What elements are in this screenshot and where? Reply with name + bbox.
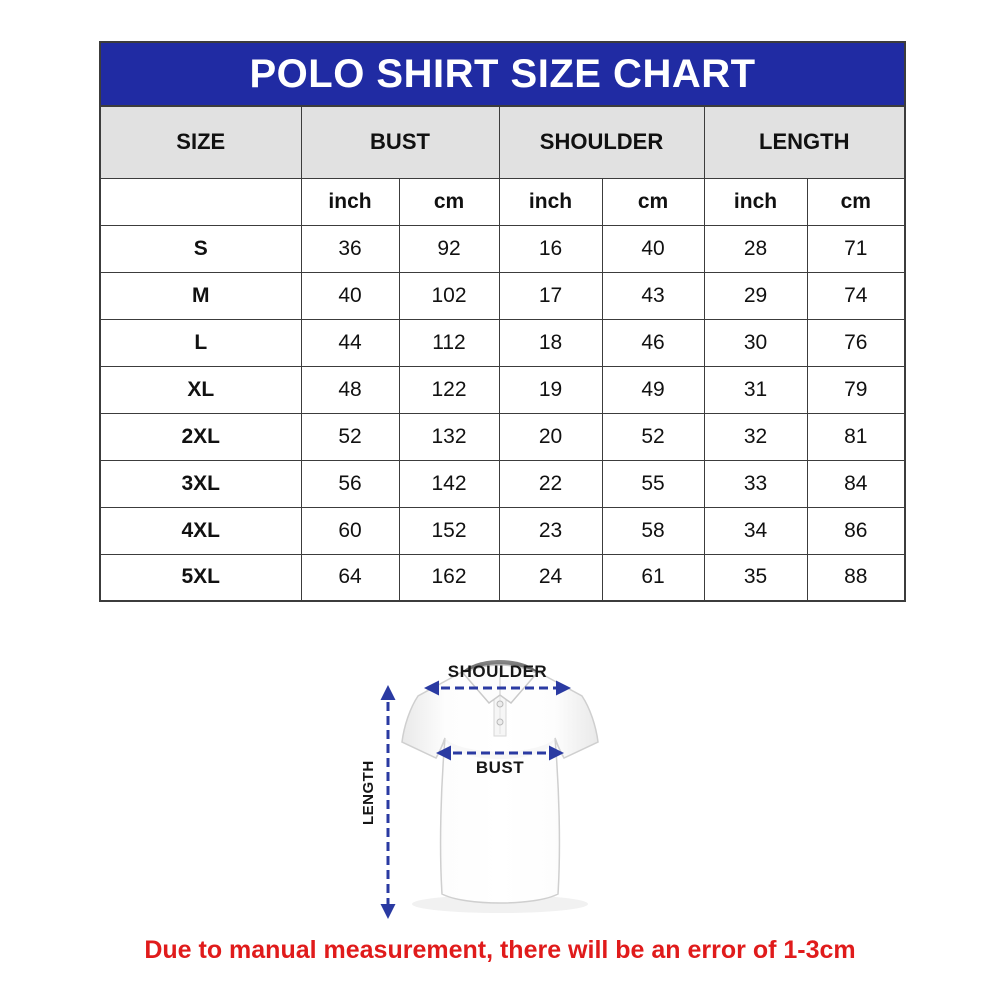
measurement-error-note: Due to manual measurement, there will be an error of 1-3cm [144, 936, 856, 964]
row-value-cell: 84 [807, 460, 905, 507]
row-value-cell: 61 [602, 554, 704, 601]
unit-header-shoulder-cm: cm [602, 178, 704, 225]
row-value-cell: 24 [499, 554, 602, 601]
row-value-cell: 44 [301, 319, 399, 366]
row-size-label: 5XL [100, 554, 301, 601]
row-value-cell: 112 [399, 319, 499, 366]
unit-header-bust-cm: cm [399, 178, 499, 225]
row-value-cell: 132 [399, 413, 499, 460]
row-value-cell: 102 [399, 272, 499, 319]
table-row [100, 554, 905, 601]
column-header-size: SIZE [100, 106, 301, 178]
table-row [100, 272, 905, 319]
column-header-length: LENGTH [704, 106, 905, 178]
table-row [100, 319, 905, 366]
group-header-row [100, 106, 905, 178]
row-value-cell: 88 [807, 554, 905, 601]
row-value-cell: 22 [499, 460, 602, 507]
measurement-arrows [355, 638, 655, 933]
row-value-cell: 36 [301, 225, 399, 272]
size-chart-table [99, 41, 906, 602]
length-measure-label: LENGTH [360, 760, 377, 826]
row-value-cell: 28 [704, 225, 807, 272]
table-row [100, 413, 905, 460]
row-size-label: L [100, 319, 301, 366]
table-row [100, 507, 905, 554]
row-value-cell: 20 [499, 413, 602, 460]
row-value-cell: 86 [807, 507, 905, 554]
shoulder-measure-label: SHOULDER [447, 662, 548, 681]
row-value-cell: 92 [399, 225, 499, 272]
unit-header-shoulder-inch: inch [499, 178, 602, 225]
row-value-cell: 76 [807, 319, 905, 366]
row-size-label: XL [100, 366, 301, 413]
bust-measure-label: BUST [475, 758, 525, 777]
size-table-body [100, 225, 905, 601]
row-value-cell: 29 [704, 272, 807, 319]
row-value-cell: 19 [499, 366, 602, 413]
row-value-cell: 48 [301, 366, 399, 413]
row-size-label: 3XL [100, 460, 301, 507]
row-value-cell: 43 [602, 272, 704, 319]
unit-header-empty [100, 178, 301, 225]
unit-header-length-inch: inch [704, 178, 807, 225]
row-value-cell: 60 [301, 507, 399, 554]
row-value-cell: 79 [807, 366, 905, 413]
row-value-cell: 64 [301, 554, 399, 601]
row-size-label: S [100, 225, 301, 272]
row-value-cell: 162 [399, 554, 499, 601]
table-row [100, 225, 905, 272]
unit-header-bust-inch: inch [301, 178, 399, 225]
row-value-cell: 17 [499, 272, 602, 319]
table-row [100, 460, 905, 507]
row-value-cell: 81 [807, 413, 905, 460]
row-value-cell: 30 [704, 319, 807, 366]
row-value-cell: 34 [704, 507, 807, 554]
row-value-cell: 40 [602, 225, 704, 272]
row-value-cell: 46 [602, 319, 704, 366]
row-value-cell: 23 [499, 507, 602, 554]
row-value-cell: 40 [301, 272, 399, 319]
unit-header-row [100, 178, 905, 225]
page-title: POLO SHIRT SIZE CHART [100, 42, 905, 106]
row-value-cell: 142 [399, 460, 499, 507]
row-value-cell: 152 [399, 507, 499, 554]
unit-header-length-cm: cm [807, 178, 905, 225]
row-value-cell: 56 [301, 460, 399, 507]
row-value-cell: 18 [499, 319, 602, 366]
row-value-cell: 122 [399, 366, 499, 413]
row-value-cell: 71 [807, 225, 905, 272]
title-bar [100, 42, 905, 106]
row-value-cell: 49 [602, 366, 704, 413]
row-value-cell: 33 [704, 460, 807, 507]
row-value-cell: 31 [704, 366, 807, 413]
row-value-cell: 52 [301, 413, 399, 460]
row-size-label: M [100, 272, 301, 319]
row-value-cell: 32 [704, 413, 807, 460]
table-row [100, 366, 905, 413]
row-value-cell: 52 [602, 413, 704, 460]
row-value-cell: 58 [602, 507, 704, 554]
row-value-cell: 74 [807, 272, 905, 319]
row-size-label: 4XL [100, 507, 301, 554]
column-header-shoulder: SHOULDER [499, 106, 704, 178]
row-value-cell: 35 [704, 554, 807, 601]
row-size-label: 2XL [100, 413, 301, 460]
column-header-bust: BUST [301, 106, 499, 178]
row-value-cell: 55 [602, 460, 704, 507]
row-value-cell: 16 [499, 225, 602, 272]
measurement-diagram [355, 638, 655, 933]
